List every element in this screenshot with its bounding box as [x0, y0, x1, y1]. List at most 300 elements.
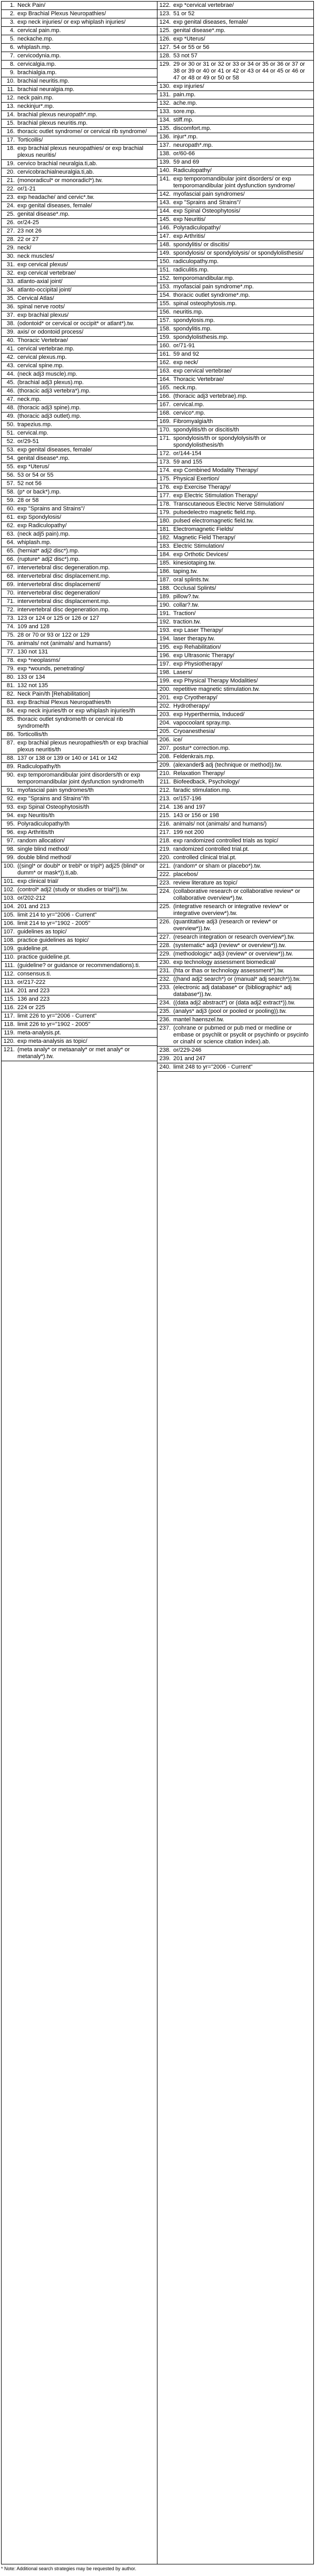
line-number: 235.	[159, 1008, 171, 1014]
line-number: 104.	[3, 903, 15, 910]
search-line	[2, 979, 157, 987]
line-number: 175.	[159, 476, 171, 482]
search-line	[2, 837, 157, 846]
search-term: exp headache/ and cervic*.tw.	[17, 194, 95, 200]
search-term: exp Spondylosis/	[17, 514, 62, 520]
line-number: 54.	[6, 455, 15, 461]
line-number: 38.	[6, 320, 15, 327]
search-term: exp Hyperthermia, Induced/	[173, 711, 245, 718]
search-line	[157, 83, 313, 91]
search-term: genital disease*.mp.	[173, 27, 226, 34]
line-number: 201.	[159, 695, 171, 701]
search-line	[2, 987, 157, 995]
search-term: faradic stimulation.mp.	[173, 787, 232, 793]
search-term: ((hand adj2 search*) or (manual* adj search*)).tw.	[173, 976, 301, 982]
search-term: 130 not 131	[17, 649, 48, 655]
search-term: 29 or 30 or 31 or 32 or 33 or 34 or 35 or 36 or 37 or 38 or 39 or 40 or 41 or 42 or 43 or 44 or 45 or 46 or 47 or 48 or 49 or 50 or 58	[173, 61, 305, 81]
search-line	[2, 261, 157, 269]
search-term: meta-analysis.pt.	[17, 1030, 62, 1036]
search-term: pulsedelectro magnetic field.mp.	[173, 509, 256, 516]
search-term: spinal osteophytosis.mp.	[173, 300, 237, 307]
line-number: 5.	[9, 36, 15, 42]
line-number: 1.	[9, 2, 15, 8]
search-term: brachialgia.mp.	[17, 69, 57, 76]
search-line	[157, 266, 313, 275]
line-number: 31.	[6, 261, 15, 268]
search-term: 201 and 213	[17, 903, 50, 910]
search-term: exp Cryotherapy/	[173, 695, 218, 701]
search-line	[157, 458, 313, 467]
line-number: 236.	[159, 1017, 171, 1023]
search-term: animals/ not (animals/ and humans/)	[17, 640, 111, 647]
search-line	[157, 216, 313, 224]
search-term: (collaborative research or collaborative review* or collaborative overview*).tw.	[173, 888, 300, 901]
search-term: cervicodynia.mp.	[17, 53, 61, 59]
search-line	[2, 731, 157, 739]
line-number: 226.	[159, 919, 171, 925]
search-line	[2, 547, 157, 556]
search-term: temporomandibular.mp.	[173, 275, 234, 281]
search-line	[2, 103, 157, 111]
search-term: exp brachial plexus neuropathies/ or exp brachial plexus neuritis/	[17, 145, 144, 158]
search-line	[157, 258, 313, 266]
search-line	[157, 300, 313, 308]
line-number: 227.	[159, 934, 171, 940]
left-column	[2, 2, 157, 2564]
line-number: 198.	[159, 669, 171, 676]
search-term: Polyradiculopathy/th	[17, 821, 70, 827]
search-line	[2, 716, 157, 731]
search-line	[2, 286, 157, 295]
search-term: exp cervical vertebrae/	[173, 368, 232, 374]
search-line	[157, 585, 313, 593]
line-number: 118.	[4, 1021, 15, 1028]
line-number: 45.	[6, 379, 15, 386]
search-line	[157, 719, 313, 728]
search-term: Relaxation Therapy/	[173, 770, 225, 777]
line-number: 68.	[6, 573, 15, 579]
line-number: 120.	[3, 1038, 15, 1044]
line-number: 181.	[159, 526, 171, 532]
search-line	[2, 514, 157, 522]
search-line	[157, 551, 313, 559]
line-number: 107.	[3, 929, 15, 935]
search-line	[2, 803, 157, 812]
line-number: 232.	[159, 976, 171, 982]
search-line	[157, 308, 313, 317]
line-number: 155.	[159, 300, 171, 307]
search-line	[2, 345, 157, 354]
line-number: 137.	[159, 142, 171, 148]
search-line	[2, 278, 157, 286]
line-number: 8.	[9, 61, 15, 67]
search-line	[2, 438, 157, 446]
line-number: 230.	[159, 959, 171, 965]
line-number: 187.	[159, 577, 171, 583]
line-number: 239.	[159, 1055, 171, 1062]
search-term: guidelines as topic/	[17, 929, 67, 935]
search-term: cervical vertebrae.mp.	[17, 346, 75, 352]
line-number: 148.	[159, 242, 171, 248]
search-term: 109 and 128	[17, 623, 50, 630]
line-number: 219.	[159, 846, 171, 852]
search-line	[2, 269, 157, 278]
line-number: 82.	[6, 691, 15, 697]
search-term: double blind method/	[17, 854, 72, 861]
search-line	[157, 526, 313, 534]
line-number: 25.	[6, 211, 15, 217]
search-line	[157, 384, 313, 393]
search-line	[2, 598, 157, 606]
search-line	[157, 509, 313, 517]
search-term: mantel haenszel.tw.	[173, 1017, 224, 1023]
search-term: myofascial pain syndromes/	[173, 191, 245, 197]
search-line	[2, 497, 157, 505]
search-term: spondylosis/th or spondylolysis/th or spondylolisthesis/th	[173, 435, 266, 448]
search-line	[2, 812, 157, 820]
search-term: neckinjur*.mp.	[17, 103, 54, 109]
search-line	[157, 559, 313, 568]
search-line	[157, 652, 313, 660]
line-number: 19.	[6, 160, 15, 167]
line-number: 191.	[159, 610, 171, 617]
search-term: Transcutaneous Electric Nerve Stimulation/	[173, 501, 284, 507]
search-term: single blind method/	[17, 846, 69, 852]
line-number: 85.	[6, 716, 15, 722]
search-term: cervical pain.mp.	[17, 27, 61, 34]
search-line	[157, 770, 313, 778]
search-term: pulsed electromagnetic field.tw.	[173, 518, 254, 524]
line-number: 23.	[6, 194, 15, 200]
search-line	[157, 241, 313, 249]
line-number: 213.	[159, 796, 171, 802]
line-number: 13.	[6, 103, 15, 109]
search-line	[157, 350, 313, 359]
line-number: 134.	[159, 117, 171, 123]
search-term: vapocoolant spray.mp.	[173, 720, 231, 726]
search-term: exp Laser Therapy/	[173, 627, 223, 633]
line-number: 138.	[159, 150, 171, 157]
search-line	[2, 699, 157, 707]
search-line	[2, 962, 157, 970]
search-term: exp Exercise Therapy/	[173, 484, 231, 490]
search-line	[2, 10, 157, 18]
search-line	[2, 387, 157, 396]
search-term: 59 and 92	[173, 351, 199, 357]
search-line	[157, 150, 313, 158]
search-line	[157, 744, 313, 753]
line-number: 67.	[6, 565, 15, 571]
search-line	[157, 635, 313, 643]
line-number: 217.	[159, 829, 171, 836]
search-term: exp Neuritis/	[173, 216, 206, 223]
line-number: 223.	[159, 880, 171, 886]
search-line	[2, 488, 157, 497]
search-line	[157, 736, 313, 744]
search-line	[2, 556, 157, 564]
search-line	[2, 564, 157, 572]
search-term: limit 248 to yr="2006 - Current"	[173, 1064, 253, 1070]
search-line	[157, 133, 313, 142]
search-term: 59 and 155	[173, 459, 203, 465]
search-term: neckache.mp.	[17, 36, 54, 42]
search-term: 53 not 57	[173, 53, 197, 59]
search-term: exp temporomandibular joint disorders/th or exp temporomandibular joint dysfunction syndrome/th	[17, 772, 144, 785]
search-line	[2, 739, 157, 754]
search-term: Occlusal Splints/	[173, 585, 216, 591]
line-number: 204.	[159, 720, 171, 726]
line-number: 14.	[6, 112, 15, 118]
line-number: 193.	[159, 627, 171, 633]
search-term: spondylosis.mp.	[173, 317, 215, 324]
search-term: axis/ or odontoid process/	[17, 329, 84, 335]
line-number: 30.	[6, 253, 15, 259]
search-line	[157, 1024, 313, 1046]
line-number: 146.	[159, 225, 171, 231]
search-term: (neck adj3 muscle).mp.	[17, 371, 77, 377]
search-term: Biofeedback, Psychology/	[173, 779, 240, 785]
line-number: 83.	[6, 699, 15, 706]
search-line	[2, 1012, 157, 1021]
search-term: (integrative research or integrative review* or integrative overview*).tw.	[173, 903, 289, 917]
search-line	[157, 660, 313, 669]
line-number: 143.	[159, 199, 171, 206]
search-term: 51 or 52	[173, 11, 195, 17]
search-line	[157, 959, 313, 967]
search-line	[157, 871, 313, 879]
search-line	[2, 903, 157, 911]
search-line	[157, 142, 313, 150]
search-line	[157, 879, 313, 888]
search-line	[157, 393, 313, 401]
search-line	[157, 643, 313, 652]
search-term: exp Arthritis/th	[17, 829, 54, 836]
search-term: cervicalgia.mp.	[17, 61, 56, 67]
line-number: 151.	[159, 267, 171, 273]
search-line	[157, 829, 313, 837]
search-term: limit 226 to yr="1902 - 2005"	[17, 1021, 91, 1028]
search-term: 54 or 55 or 56	[173, 44, 210, 51]
search-term: (research integration or research overview*).tw.	[173, 934, 295, 940]
search-line	[2, 77, 157, 86]
search-line	[157, 576, 313, 585]
search-term: exp genital diseases, female/	[17, 447, 92, 453]
search-line	[2, 953, 157, 962]
line-number: 149.	[159, 250, 171, 256]
search-term: Radiculopathy/	[173, 167, 212, 174]
search-line	[2, 471, 157, 480]
search-term: or/1-21	[17, 186, 36, 192]
search-line	[2, 177, 157, 185]
search-line	[157, 450, 313, 458]
search-term: or/60-66	[173, 150, 195, 157]
search-line	[2, 690, 157, 699]
search-line	[2, 2, 157, 10]
search-line	[2, 589, 157, 598]
search-line	[157, 125, 313, 133]
search-line	[2, 35, 157, 44]
search-term: Radiculopathy/th	[17, 763, 61, 770]
search-line	[157, 778, 313, 787]
search-term: exp Arthritis/	[173, 233, 205, 239]
search-line	[157, 108, 313, 116]
search-term: (monoradicul* or monoradicl*).tw.	[17, 177, 103, 184]
line-number: 64.	[6, 539, 15, 546]
search-line	[157, 1046, 313, 1055]
search-line	[157, 91, 313, 99]
search-term: brachial neuralgia.mp.	[17, 86, 75, 93]
line-number: 74.	[6, 623, 15, 630]
search-line	[157, 283, 313, 291]
line-number: 36.	[6, 304, 15, 310]
line-number: 35.	[6, 295, 15, 301]
search-line	[2, 707, 157, 716]
search-term: or/71-91	[173, 343, 195, 349]
search-term: exp clinical trial/	[17, 878, 58, 884]
line-number: 73.	[6, 615, 15, 621]
line-number: 61.	[6, 514, 15, 520]
line-number: 153.	[159, 284, 171, 290]
search-line	[157, 627, 313, 635]
search-line	[157, 484, 313, 492]
search-line	[2, 202, 157, 210]
line-number: 150.	[159, 258, 171, 265]
line-number: 2.	[9, 11, 15, 17]
line-number: 63.	[6, 531, 15, 537]
line-number: 152.	[159, 275, 171, 281]
line-number: 86.	[6, 731, 15, 738]
search-term: Torticollis/th	[17, 731, 48, 738]
search-line	[2, 480, 157, 488]
search-line	[2, 572, 157, 581]
line-number: 106.	[3, 920, 15, 927]
line-number: 216.	[159, 821, 171, 827]
search-term: exp Radiculopathy/	[17, 522, 67, 529]
line-number: 78.	[6, 657, 15, 663]
line-number: 126.	[159, 36, 171, 42]
line-number: 221.	[159, 863, 171, 869]
line-number: 34.	[6, 287, 15, 293]
search-term: guideline.pt.	[17, 945, 49, 952]
search-term: exp brachial plexus/	[17, 312, 69, 318]
search-line	[2, 787, 157, 795]
line-number: 238.	[159, 1047, 171, 1053]
search-line	[2, 44, 157, 52]
search-line	[157, 376, 313, 384]
search-term: Cryoanesthesia/	[173, 728, 215, 734]
line-number: 197.	[159, 661, 171, 667]
search-line	[2, 236, 157, 244]
search-line	[2, 396, 157, 404]
line-number: 141.	[159, 176, 171, 182]
line-number: 66.	[6, 556, 15, 562]
line-number: 145.	[159, 216, 171, 223]
search-term: or/29-51	[17, 438, 39, 445]
line-number: 180.	[159, 518, 171, 524]
search-line	[157, 435, 313, 450]
line-number: 93.	[6, 804, 15, 810]
search-line	[157, 1008, 313, 1016]
search-line	[157, 359, 313, 367]
search-line	[2, 421, 157, 429]
search-term: exp *cervical vertebrae/	[173, 2, 234, 8]
line-number: 233.	[159, 984, 171, 991]
search-line	[2, 640, 157, 648]
line-number: 172.	[159, 450, 171, 457]
line-number: 173.	[159, 459, 171, 465]
line-number: 190.	[159, 602, 171, 608]
search-term: neuropath*.mp.	[173, 142, 213, 148]
search-term: exp Spinal Osteophytosis/	[173, 208, 241, 214]
line-number: 185.	[159, 560, 171, 566]
search-line	[157, 753, 313, 761]
search-term: (guideline? or guidance or recommendations).ti.	[17, 962, 140, 969]
line-number: 99.	[6, 854, 15, 861]
line-number: 51.	[6, 430, 15, 436]
search-term: (thoracic adj3 outlet).mp.	[17, 413, 82, 419]
search-term: radiculitis.mp.	[173, 267, 209, 273]
search-line	[157, 918, 313, 933]
search-term: exp genital diseases, female/	[173, 19, 248, 25]
search-term: exp Ultrasonic Therapy/	[173, 652, 234, 659]
line-number: 211.	[160, 779, 171, 785]
line-number: 182.	[159, 535, 171, 541]
search-term: 136 and 197	[173, 804, 206, 810]
search-term: 59 and 69	[173, 159, 199, 165]
line-number: 178.	[159, 501, 171, 507]
search-line	[157, 190, 313, 199]
search-line	[2, 311, 157, 320]
line-number: 215.	[159, 812, 171, 819]
search-line	[2, 69, 157, 77]
line-number: 171.	[159, 435, 171, 441]
search-line	[2, 210, 157, 219]
search-line	[157, 18, 313, 27]
line-number: 168.	[159, 410, 171, 416]
search-term: exp Rehabilitation/	[173, 644, 221, 650]
search-line	[2, 194, 157, 202]
search-term: Thoracic Vertebrae/	[17, 337, 68, 344]
search-line	[2, 379, 157, 387]
line-number: 18.	[6, 145, 15, 152]
line-number: 16.	[6, 128, 15, 135]
search-line	[157, 694, 313, 702]
search-term: (thoracic adj3 vertebrae).mp.	[173, 393, 248, 399]
search-term: (brachial adj3 plexus).mp.	[17, 379, 84, 386]
search-line	[157, 728, 313, 736]
search-line	[157, 803, 313, 812]
search-term: (electronic adj database* or (bibliographic* adj database*)).tw.	[173, 984, 292, 998]
line-number: 208.	[159, 753, 171, 760]
search-line	[2, 362, 157, 370]
search-line	[2, 219, 157, 227]
search-line	[2, 94, 157, 103]
search-line	[2, 86, 157, 94]
search-term: 132 not 135	[17, 682, 48, 689]
search-line	[157, 409, 313, 418]
search-term: neck.mp.	[17, 396, 41, 402]
search-term: exp cervical vertebrae/	[17, 270, 76, 276]
search-line	[157, 10, 313, 18]
search-term: exp *neoplasms/	[17, 657, 61, 663]
search-term: or/229-246	[173, 1047, 202, 1053]
line-number: 26.	[6, 219, 15, 226]
line-number: 42.	[6, 354, 15, 360]
search-line	[157, 275, 313, 283]
line-number: 228.	[159, 942, 171, 949]
line-number: 212.	[159, 787, 171, 793]
line-number: 210.	[159, 770, 171, 777]
